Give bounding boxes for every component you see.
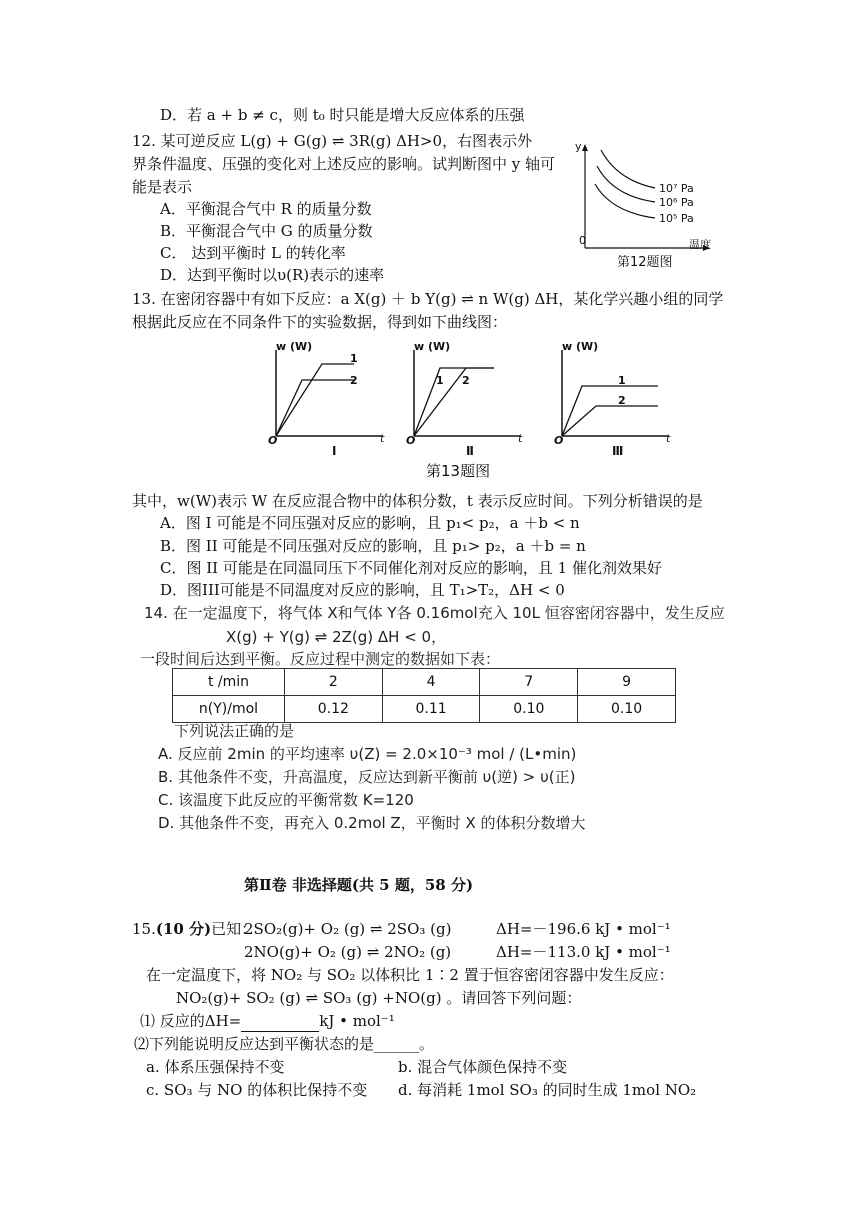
q15-sub-2: ⑵下列能说明反应达到平衡状态的是______。 <box>134 1035 435 1053</box>
table-cell: 4 <box>382 669 480 696</box>
q13-g1-id: Ⅰ <box>332 444 337 458</box>
q13-g3-curve-2 <box>562 406 658 436</box>
q12-x-label: 温度 <box>689 238 711 251</box>
q13-figure-1 <box>262 340 392 460</box>
q13-option-c: C．图 II 可能是在同温同压下不同催化剂对反应的影响，且 1 催化剂效果好 <box>160 559 662 577</box>
q15-dh-2: ΔH=－113.0 kJ • mol⁻¹ <box>496 943 671 961</box>
q15-sub1-answer-blank[interactable] <box>241 1015 319 1032</box>
q14-option-d: D. 其他条件不变，再充入 0.2mol Z，平衡时 X 的体积分数增大 <box>158 814 586 832</box>
q13-graph-3 <box>548 340 678 460</box>
table-cell: 0.10 <box>480 696 578 723</box>
q12-stem-line3: 能是表示 <box>132 178 193 196</box>
q13-g2-label-1: 1 <box>436 374 444 387</box>
table-cell: 0.10 <box>578 696 676 723</box>
q13-g3-origin: O <box>554 434 564 447</box>
q15-sub-1 <box>140 1010 395 1032</box>
q13-g3-x-label: t <box>666 432 671 445</box>
q13-figure-2 <box>400 340 530 460</box>
q12-origin: 0 <box>579 234 586 247</box>
q13-g2-x-label: t <box>518 432 523 445</box>
q15-number: 15. <box>132 920 156 938</box>
q13-option-d: D．图III可能是不同温度对反应的影响，且 T₁>T₂，ΔH < 0 <box>160 581 565 599</box>
q14-question: 下列说法正确的是 <box>174 722 295 740</box>
q15-equation-2: 2NO(g)+ O₂ (g) ⇌ 2NO₂ (g) <box>244 943 452 961</box>
q15-option-a: a. 体系压强保持不变 <box>146 1058 285 1076</box>
q12-curve-label-2: 10⁶ Pa <box>659 196 694 209</box>
q15-dh-1: ΔH=－196.6 kJ • mol⁻¹ <box>496 920 671 938</box>
table-row <box>173 669 676 696</box>
q13-g1-label-1: 1 <box>350 352 358 365</box>
q12-curve-label-3: 10⁵ Pa <box>659 212 694 225</box>
q15-option-b: b. 混合气体颜色保持不变 <box>398 1058 568 1076</box>
q13-option-a: A．图 I 可能是不同压强对反应的影响，且 p₁< p₂，a ＋b < n <box>160 514 580 532</box>
q13-g3-id: Ⅲ <box>612 444 624 458</box>
q13-g2-curve-2 <box>414 368 494 436</box>
q12-caption: 第12题图 <box>617 255 673 270</box>
q15-header <box>132 918 256 940</box>
q15-option-d: d. 每消耗 1mol SO₃ 的同时生成 1mol NO₂ <box>398 1081 697 1099</box>
q15-line-4: NO₂(g)+ SO₂ (g) ⇌ SO₃ (g) +NO(g) 。请回答下列问题： <box>176 989 582 1007</box>
q13-after-text: 其中，w(W)表示 W 在反应混合物中的体积分数，t 表示反应时间。下列分析错误的是 <box>132 492 703 510</box>
q13-g3-label-2: 2 <box>618 394 626 407</box>
q13-g1-x-label: t <box>380 432 385 445</box>
section-2-title: 第Ⅱ卷 非选择题(共 5 题，58 分) <box>244 876 474 894</box>
table-row <box>173 696 676 723</box>
q12-y-arrow <box>582 144 588 151</box>
q15-sub1-unit: kJ • mol⁻¹ <box>319 1012 395 1030</box>
q12-curve-2 <box>597 166 655 202</box>
q13-stem-line2: 根据此反应在不同条件下的实验数据，得到如下曲线图： <box>132 313 508 331</box>
q13-g2-label-2: 2 <box>462 374 470 387</box>
q12-option-a: A．平衡混合气中 R 的质量分数 <box>160 200 372 218</box>
table-cell: 0.11 <box>382 696 480 723</box>
q15-points: (10 分) <box>155 920 212 938</box>
q13-g3-label-1: 1 <box>618 374 626 387</box>
q12-stem-line1: 12. 某可逆反应 L(g) + G(g) ⇌ 3R(g) ΔH>0，右图表示外 <box>132 132 533 150</box>
table-cell: 2 <box>285 669 383 696</box>
table-cell: 0.12 <box>285 696 383 723</box>
q12-figure <box>565 138 725 268</box>
q14-option-b: B. 其他条件不变，升高温度，反应达到新平衡前 υ(逆) > υ(正) <box>158 768 576 786</box>
q15-option-c: c. SO₃ 与 NO 的体积比保持不变 <box>146 1081 368 1099</box>
table-cell: n(Y)/mol <box>173 696 285 723</box>
q12-option-d: D．达到平衡时以υ(R)表示的速率 <box>160 266 385 284</box>
q13-g2-id: Ⅱ <box>466 444 474 458</box>
q13-g1-curve-1 <box>276 364 354 436</box>
table-cell: 9 <box>578 669 676 696</box>
q13-g2-curve-1 <box>414 368 494 436</box>
q12-curve-3 <box>595 184 655 218</box>
q13-g3-y-label: w (W) <box>562 340 599 353</box>
q13-g2-origin: O <box>406 434 416 447</box>
q12-option-c: C． 达到平衡时 L 的转化率 <box>160 244 346 262</box>
q14-table <box>172 668 676 723</box>
q12-option-b: B．平衡混合气中 G 的质量分数 <box>160 222 373 240</box>
table-cell: 7 <box>480 669 578 696</box>
q12-y-label: y <box>575 140 582 153</box>
q15-line-3: 在一定温度下，将 NO₂ 与 SO₂ 以体积比 1∶2 置于恒容密闭容器中发生反应： <box>146 966 674 984</box>
q13-graph-2 <box>400 340 530 460</box>
q13-g1-origin: O <box>268 434 278 447</box>
q14-stem-line2: X(g) + Y(g) ⇌ 2Z(g) ΔH < 0， <box>226 628 447 646</box>
q15-equation-1: 2SO₂(g)+ O₂ (g) ⇌ 2SO₃ (g) <box>244 920 452 938</box>
q12-curve-label-1: 10⁷ Pa <box>659 182 694 195</box>
q13-g3-curve-1 <box>562 386 658 436</box>
q14-option-a: A. 反应前 2min 的平均速率 υ(Z) = 2.0×10⁻³ mol / (L•min) <box>158 745 577 763</box>
q15-known: 已知： <box>211 920 257 938</box>
q13-caption: 第13题图 <box>426 462 491 480</box>
q13-g1-y-label: w (W) <box>276 340 313 353</box>
q13-graph-1 <box>262 340 392 460</box>
q14-option-c: C. 该温度下此反应的平衡常数 K=120 <box>158 791 414 809</box>
q13-figure-3 <box>548 340 678 460</box>
q15-sub1-label: ⑴ 反应的ΔH= <box>140 1012 242 1030</box>
q11-option-d: D．若 a + b ≠ c，则 t₀ 时只能是增大反应体系的压强 <box>160 106 525 124</box>
table-cell: t /min <box>173 669 285 696</box>
q14-stem-line3: 一段时间后达到平衡。反应过程中测定的数据如下表： <box>140 650 501 668</box>
q12-stem-line2: 界条件温度、压强的变化对上述反应的影响。试判断图中 y 轴可 <box>132 155 556 173</box>
q13-g1-curve-2 <box>276 380 354 436</box>
q13-g1-label-2: 2 <box>350 374 358 387</box>
q13-stem-line1: 13. 在密闭容器中有如下反应：a X(g) ＋ b Y(g) ⇌ n W(g) ΔH，某化学兴趣小组的同学 <box>132 290 724 308</box>
q13-option-b: B．图 II 可能是不同压强对反应的影响，且 p₁> p₂，a ＋b = n <box>160 537 586 555</box>
q14-stem-line1: 14. 在一定温度下，将气体 X和气体 Y各 0.16mol充入 10L 恒容密闭容器中，发生反应 <box>144 604 725 622</box>
q13-g2-y-label: w (W) <box>414 340 451 353</box>
